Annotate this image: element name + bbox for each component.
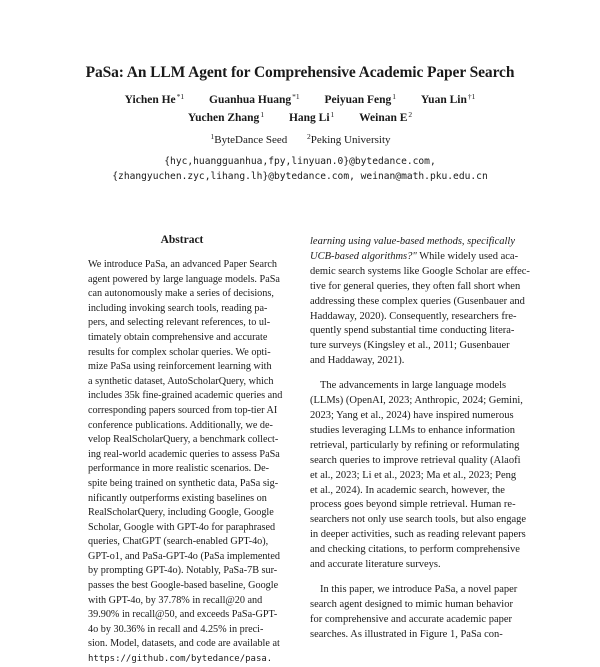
author-mark: *1: [176, 92, 185, 101]
body-line: retrieval, particularly by refining or reformulating: [310, 439, 520, 451]
body-line: 2023; Yang et al., 2024) have inspired numerous: [310, 409, 514, 421]
abstract-line: queries, ChatGPT (search-enabled GPT-4o),: [88, 536, 269, 548]
author-name: Peiyuan Feng: [324, 94, 392, 106]
author-mark: 1: [330, 110, 335, 119]
author-list-row-2: [0, 110, 600, 124]
abstract-line: We introduce PaSa, an advanced Paper Search: [88, 259, 277, 270]
body-line: search agent designed to mimic human behavior: [310, 598, 513, 610]
affiliation: [210, 132, 288, 146]
author: [421, 92, 475, 106]
body-line: addressing these complex queries (Gusenbauer and: [310, 295, 525, 307]
author-name: Yichen He: [124, 94, 176, 106]
affiliation: [306, 132, 391, 146]
quoted-query-line: learning using value-based methods, specifically: [310, 236, 516, 247]
body-line: search queries to improve retrieval quality (Alaofi: [310, 454, 521, 466]
author: [325, 92, 397, 106]
body-line: demic search systems like Google Scholar are effec-: [310, 265, 530, 277]
abstract-line: RealScholarQuery, including Google, Google: [88, 507, 274, 519]
author-mark: 1: [392, 92, 397, 101]
author-list-row-1: [0, 92, 600, 106]
author-name: Guanhua Huang: [209, 94, 292, 106]
body-line: quently spend substantial time conducting litera-: [310, 325, 515, 337]
abstract-line: velop RealScholarQuery, a benchmark collect-: [88, 434, 279, 446]
abstract-line: results for complex scholar queries. We opti-: [88, 346, 271, 358]
body-line: ture surveys (Kingsley et al., 2011; Gusenbauer: [310, 340, 510, 352]
body-line: et al., 2024). In academic search, however, the: [310, 484, 505, 496]
body-line: and checking citations, to perform comprehensive: [310, 544, 520, 556]
body-line: In this paper, we introduce PaSa, a novel paper: [320, 583, 518, 595]
abstract-line: mize PaSa using reinforcement learning with: [88, 361, 272, 373]
author: [125, 92, 185, 106]
abstract-line: a synthetic dataset, AutoScholarQuery, which: [88, 375, 274, 387]
abstract-line: timately obtain comprehensive and accurate: [88, 331, 268, 343]
author-mark: 2: [408, 110, 413, 119]
body-line: and Haddaway, 2021).: [310, 355, 405, 367]
body-line-text: While widely used aca-: [419, 250, 519, 262]
author: [209, 92, 300, 106]
body-line: The advancements in large language models: [320, 380, 507, 392]
body-line: et al., 2023; Li et al., 2023; Ma et al., 2023; Peng: [310, 469, 517, 481]
body-line: tive for general queries, they often fall short when: [310, 280, 521, 292]
abstract-line: corresponding papers sourced from top-tier AI: [88, 404, 278, 416]
quoted-query-line: UCB-based algorithms?": [310, 250, 417, 262]
abstract-line: sion. Model, datasets, and code are available at: [88, 638, 280, 650]
abstract-line: passes the best Google-based baseline, Google: [88, 580, 279, 592]
body-line: process goes beyond simple retrieval. Human re-: [310, 499, 516, 511]
body-line: in deeper activities, such as reading relevant papers: [310, 529, 526, 541]
abstract-line: can autonomously make a series of decisions,: [88, 288, 274, 300]
author: [289, 110, 334, 124]
body-line: searchers not only use search tools, but also engage: [310, 514, 527, 526]
contact-emails: [0, 154, 600, 184]
abstract-heading: Abstract: [160, 234, 204, 246]
abstract-line: agent powered by large language models. PaSa: [88, 273, 280, 285]
abstract-body: [88, 258, 283, 667]
abstract-line: 4o by 30.36% in recall and 4.25% in preci-: [88, 623, 264, 635]
code-link[interactable]: https://github.com/bytedance/pasa.: [88, 654, 273, 665]
affiliation-name: Peking University: [310, 134, 391, 146]
abstract-line: nificantly outperforms existing baselines on: [88, 492, 267, 504]
author-name: Hang Li: [288, 112, 330, 124]
author-name: Yuchen Zhang: [187, 112, 260, 124]
author-mark: *1: [292, 92, 300, 101]
affiliation-mark: 2: [307, 132, 311, 141]
author-mark: †1: [467, 92, 476, 101]
author-name: Weinan E: [359, 112, 408, 124]
body-line: for comprehensive and accurate academic paper: [310, 613, 513, 625]
body-line: (LLMs) (OpenAI, 2023; Anthropic, 2024; Gemini,: [310, 395, 523, 407]
introduction-column: [310, 235, 530, 643]
abstract-line: with GPT-4o, by 37.78% in recall@20 and: [88, 594, 263, 606]
affiliation-mark: 1: [210, 132, 215, 141]
body-line: [310, 250, 530, 265]
author-name: Yuan Lin: [420, 94, 467, 106]
abstract-line: ing real-world academic queries to assess PaSa: [88, 448, 280, 460]
body-line: studies leveraging LLMs to enhance information: [310, 424, 515, 436]
abstract-line: performance in more realistic scenarios. De-: [88, 463, 270, 475]
abstract-line: GPT-o1, and PaSa-GPT-4o (PaSa implemented: [88, 550, 280, 562]
abstract-line: conference publications. Additionally, we de-: [88, 419, 273, 431]
email-line[interactable]: {hyc,huangguanhua,fpy,linyuan.0}@bytedance.com,: [164, 156, 436, 167]
body-line: searches. As illustrated in Figure 1, PaSa con-: [310, 628, 503, 640]
author: [188, 110, 264, 124]
abstract-line: by prompting GPT-4o). Notably, PaSa-7B sur-: [88, 565, 278, 577]
abstract-line: pers, and selecting relevant references, to ul-: [88, 317, 271, 329]
email-line[interactable]: {zhangyuchen.zyc,lihang.lh}@bytedance.com, weinan@math.pku.edu.cn: [112, 171, 488, 182]
abstract-line: Scholar, Google with GPT-4o for paraphrased: [88, 521, 276, 533]
body-line: Haddaway, 2020). Consequently, researchers fre-: [310, 310, 517, 322]
author-mark: 1: [260, 110, 265, 119]
affiliation-name: ByteDance Seed: [214, 134, 288, 146]
author: [359, 110, 412, 124]
body-line: and accurate literature surveys.: [310, 559, 441, 571]
affiliations: [0, 132, 600, 146]
abstract-line: including invoking search tools, reading pa-: [88, 302, 268, 314]
paper-title: PaSa: An LLM Agent for Comprehensive Academic Paper Search: [85, 64, 515, 81]
abstract-line: includes 35k fine-grained academic queries and: [88, 390, 283, 402]
abstract-line: 39.90% in recall@50, and exceeds PaSa-GPT-: [88, 609, 278, 621]
abstract-line: spite being trained on synthetic data, PaSa sig-: [88, 477, 279, 489]
